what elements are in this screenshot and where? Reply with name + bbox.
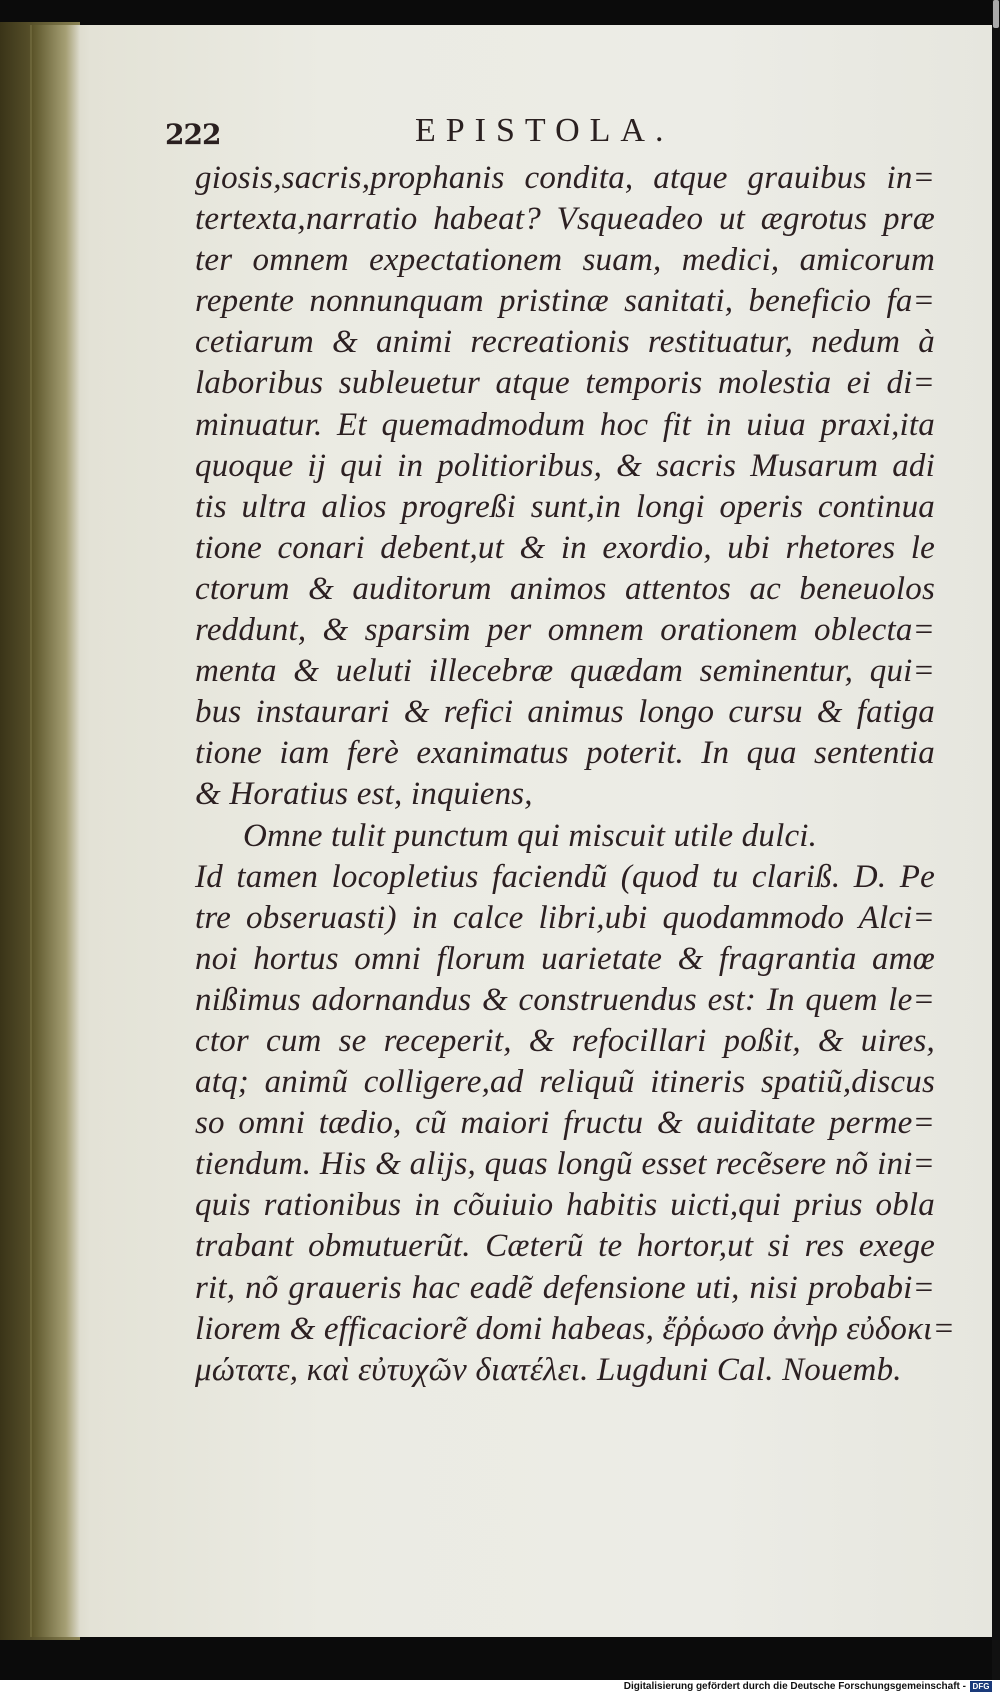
- text-line: ctor cum se receperit, & refocillari poßit, & uires,: [195, 1022, 935, 1059]
- dfg-logo: DFG: [970, 1681, 992, 1692]
- text-line: cetiarum & animi recreationis restituatur, nedum à: [195, 324, 935, 361]
- running-head: EPISTOLA.: [415, 112, 674, 149]
- text-line: menta & ueluti illecebræ quædam seminentur, qui=: [195, 653, 935, 690]
- verse-quotation: Omne tulit punctum qui miscuit utile dulci.: [243, 817, 818, 854]
- text-line: giosis,sacris,prophanis condita, atque grauibus in=: [195, 160, 935, 196]
- text-line: tertexta,narratio habeat? Vsqueadeo ut ægrotus præ: [195, 201, 935, 238]
- page-number: 222: [165, 118, 221, 151]
- text-line: quis rationibus in cõuiuio habitis uicti,qui prius obla: [195, 1187, 935, 1224]
- text-line: trabant obmutuerũt. Cæterũ te hortor,ut si res exege: [195, 1228, 935, 1265]
- text-line: noi hortus omni florum uarietate & fragrantia amœ: [195, 940, 935, 977]
- text-line: tiendum. His & alijs, quas longũ esset recẽsere nõ ini=: [195, 1146, 935, 1183]
- text-line: ctorum & auditorum animos attentos ac beneuolos: [195, 570, 935, 607]
- page-gutter: [32, 25, 80, 1637]
- scrollbar-thumb[interactable]: [993, 0, 999, 28]
- text-line: tione iam ferè exanimatus poterit. In qua sententia: [195, 735, 935, 772]
- text-line: tis ultra alios progreßi sunt,in longi operis continua: [195, 488, 935, 525]
- text-line: repente nonnunquam pristinæ sanitati, beneficio fa=: [195, 283, 935, 320]
- text-line: reddunt, & sparsim per omnem orationem oblecta=: [195, 612, 935, 649]
- funding-credit: Digitalisierung gefördert durch die Deutsche Forschungsgemeinschaft -: [623, 1681, 966, 1692]
- text-line: liorem & efficaciorẽ domi habeas, ἔῤῥωσο ἀνὴρ εὐδοκι=: [195, 1310, 955, 1347]
- text-line: ter omnem expectationem suam, medici, amicorum: [195, 242, 935, 279]
- text-line: rit, nõ graueris hac eadẽ defensione uti, nisi probabi=: [195, 1269, 935, 1306]
- text-line: nißimus adornandus & construendus est: In quem le=: [195, 981, 935, 1018]
- text-line: atq; animũ colligere,ad reliquũ itineris spatiũ,discus: [195, 1064, 935, 1101]
- text-line: Id tamen locopletius faciendũ (quod tu clariß. D. Pe: [195, 858, 935, 895]
- text-line: quoque ij qui in politioribus, & sacris Musarum adi: [195, 447, 935, 484]
- text-line: bus instaurari & refici animus longo cursu & fatiga: [195, 694, 935, 731]
- page-header: [120, 112, 880, 152]
- text-line: tre obseruasti) in calce libri,ubi quodammodo Alci=: [195, 899, 935, 936]
- text-line: laboribus subleuetur atque temporis molestia ei di=: [195, 365, 935, 402]
- text-line: & Horatius est, inquiens,: [195, 776, 533, 813]
- text-line: so omni tædio, cũ maiori fructu & auiditate perme=: [195, 1105, 935, 1142]
- text-line: μώτατε, καὶ εὐτυχῶν διατέλει. Lugduni Cal. Nouemb.: [195, 1351, 902, 1388]
- scrollbar[interactable]: [992, 0, 1000, 1680]
- text-line: tione conari debent,ut & in exordio, ubi rhetores le: [195, 529, 935, 566]
- body-text: [195, 158, 955, 1391]
- text-line: minuatur. Et quemadmodum hoc fit in uiua praxi,ita: [195, 406, 935, 443]
